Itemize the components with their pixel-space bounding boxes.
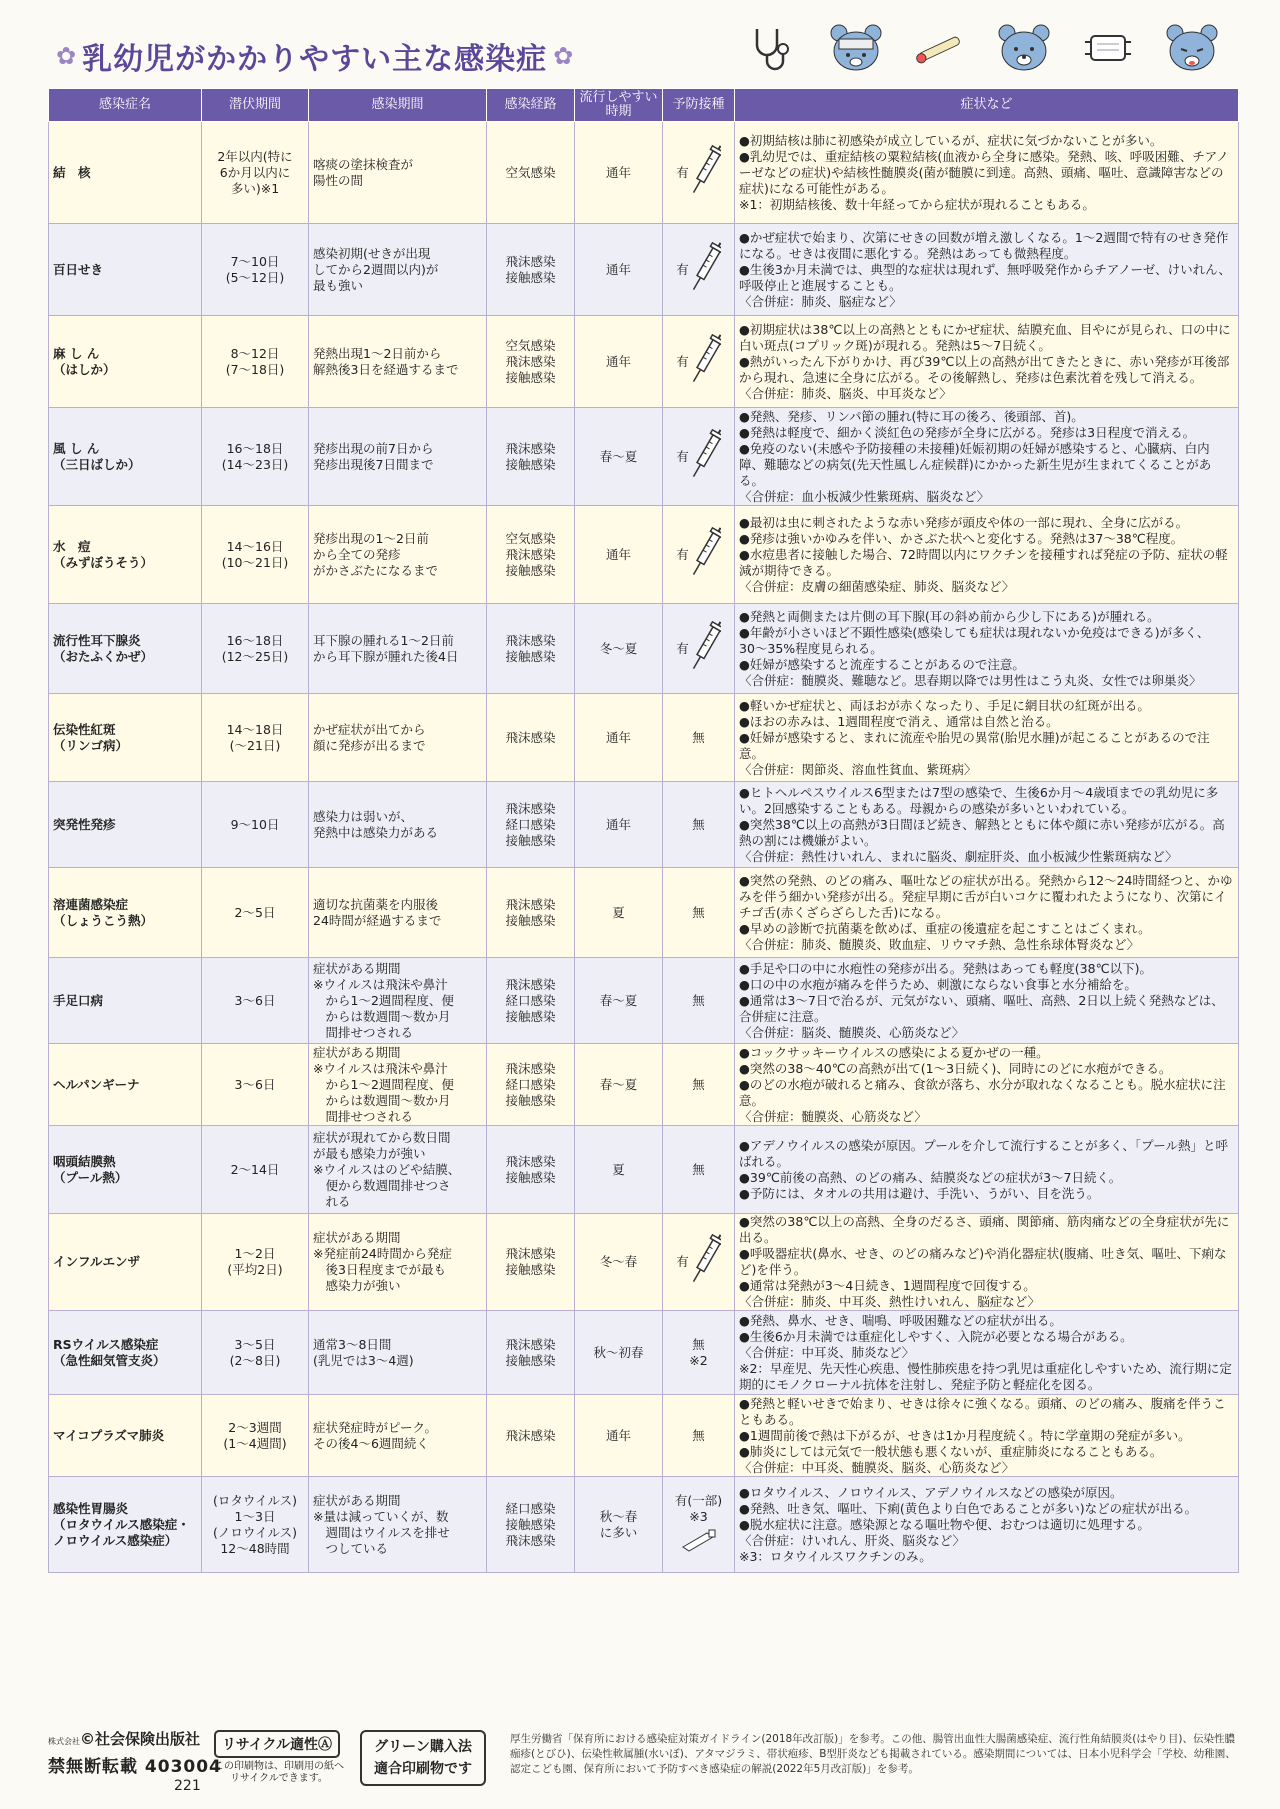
infection-route: 飛沫感染 経口感染 接触感染 [487, 958, 575, 1044]
incubation-period: 1〜2日 (平均2日) [202, 1214, 309, 1311]
vaccination-row [689, 1337, 707, 1369]
infection-period: 症状が現れてから数日間 が最も感染力が強い ※ウイルスはのどや結膜、 便から数週間排せつさ れる [309, 1126, 487, 1214]
table-body [49, 122, 1239, 1573]
vaccination-row [676, 239, 721, 301]
vaccination-wrap [667, 1428, 730, 1444]
vaccination-status: 有 [676, 353, 689, 369]
incubation-period: 3〜6日 [202, 1044, 309, 1126]
vaccination-row [675, 1493, 722, 1525]
incubation-period: 16〜18日 (14〜23日) [202, 408, 309, 506]
infection-period: 耳下腺の腫れる1〜2日前 から耳下腺が腫れた後4日 [309, 604, 487, 694]
vaccination-cell [663, 1477, 735, 1573]
recycle-mark [214, 1730, 344, 1792]
infection-route: 飛沫感染 接触感染 [487, 1214, 575, 1311]
disease-name: 百日せき [49, 224, 202, 316]
epidemic-season: 通年 [575, 506, 663, 604]
infection-period: 症状がある期間 ※ウイルスは飛沫や鼻汁 から1〜2週間程度、便 からは数週間〜数か月 間排せつされる [309, 1044, 487, 1126]
vaccination-cell [663, 506, 735, 604]
infection-route: 飛沫感染 接触感染 [487, 224, 575, 316]
disease-name: インフルエンザ [49, 1214, 202, 1311]
table-row [49, 316, 1239, 408]
header-illustrations [744, 20, 1220, 76]
symptoms: ●発熱と軽いせきで始まり、せきは徐々に強くなる。頭痛、のどの痛み、腹痛を伴うこともある。 ●1週間前後で熱は下がるが、せきは1か月程度続く。特に学童期の発症が多い。 ●肺炎にしては元気で一般状態も悪くないが、重症肺炎になることもある。 〈合併症：中耳炎、髄膜炎、脳炎、心筋炎など〉 [735, 1395, 1239, 1477]
bear-face-icon [828, 20, 884, 76]
symptoms: ●アデノウイルスの感染が原因。プールを介して流行することが多く、「プール熱」と呼ばれる。 ●39℃前後の高熱、のどの痛み、結膜炎などの症状が3〜7日続く。 ●予防には、タオルの共用は避け、手洗い、うがい、目を洗う。 [735, 1126, 1239, 1214]
epidemic-season: 秋〜初春 [575, 1311, 663, 1395]
oral-vaccine-icon [679, 1527, 719, 1557]
disease-name: 溶連菌感染症 （しょうこう熱） [49, 868, 202, 958]
incubation-period: 2〜14日 [202, 1126, 309, 1214]
infection-period: 感染力は弱いが、 発熱中は感染力がある [309, 782, 487, 868]
incubation-period: 14〜18日 (〜21日) [202, 694, 309, 782]
vaccination-cell [663, 316, 735, 408]
disease-name: 突発性発疹 [49, 782, 202, 868]
epidemic-season: 秋〜春 に多い [575, 1477, 663, 1573]
page-header [50, 20, 1240, 88]
disease-name: 水 痘 （みずぼうそう） [49, 506, 202, 604]
vaccination-cell [663, 1214, 735, 1311]
epidemic-season: 通年 [575, 224, 663, 316]
vaccination-status: 有 [676, 448, 689, 464]
infection-period: 発疹出現の1〜2日前 から全ての発疹 がかさぶたになるまで [309, 506, 487, 604]
disease-name: 感染性胃腸炎 （ロタウイルス感染症・ ノロウイルス感染症） [49, 1477, 202, 1573]
reference-note: 厚生労働省「保育所における感染症対策ガイドライン(2018年改訂版)」を参考。この他、腸管出血性大腸菌感染症、流行性角結膜炎(はやり目)、伝染性膿痂疹(とびひ)、伝染性軟属腫(水いぼ)、アタマジラミ、帯状疱疹、B型肝炎なども掲載されている。感染期間については、日本小児科学会「学校、幼稚園、認定こども園、保育所において予防すべき感染症の解説(2022年5月改訂版)」を参考。 [510, 1733, 1236, 1775]
infection-route: 飛沫感染 接触感染 [487, 604, 575, 694]
epidemic-season: 通年 [575, 782, 663, 868]
table-row [49, 694, 1239, 782]
table-row [49, 1126, 1239, 1214]
page-footer [48, 1728, 1238, 1798]
symptoms: ●初期結核は肺に初感染が成立しているが、症状に気づかないことが多い。 ●乳幼児では、重症結核の粟粒結核(血液から全身に感染。発熱、咳、呼吸困難、チアノーゼなどの症状)や結核性髄膜炎(菌が髄膜に到達。高熱、頭痛、嘔吐、意識障害などの症状)になる可能性がある。 ※1：初期結核後、数十年経ってから症状が現れることもある。 [735, 122, 1239, 224]
disease-name: 麻 し ん （はしか） [49, 316, 202, 408]
thermometer-icon [912, 20, 968, 76]
vaccination-wrap [667, 993, 730, 1009]
table-row [49, 506, 1239, 604]
incubation-period: 16〜18日 (12〜25日) [202, 604, 309, 694]
vaccination-status: 有 [676, 546, 689, 562]
vaccination-row [676, 1231, 721, 1293]
vaccination-cell [663, 604, 735, 694]
vaccination-row [676, 618, 721, 680]
infection-period: 発疹出現の前7日から 発疹出現後7日間まで [309, 408, 487, 506]
vaccination-status: 無 [692, 729, 705, 745]
publisher-prefix: 株式会社 [48, 1737, 80, 1746]
col-header: 感染期間 [309, 89, 487, 122]
incubation-period: 9〜10日 [202, 782, 309, 868]
symptoms: ●発熱、鼻水、せき、喘鳴、呼吸困難などの症状が出る。 ●生後6か月未満では重症化しやすく、入院が必要となる場合がある。 〈合併症：中耳炎、肺炎など〉 ※2：早産児、先天性心疾患、慢性肺疾患を持つ乳児は重症化しやすいため、流行期に定期的にモノクローナル抗体を注射し、発症予防と軽症化を図る。 [735, 1311, 1239, 1395]
vaccination-status: 有 [676, 1254, 689, 1269]
epidemic-season: 春〜夏 [575, 408, 663, 506]
infection-table [48, 88, 1239, 1573]
infection-route: 飛沫感染 接触感染 [487, 408, 575, 506]
epidemic-season: 通年 [575, 316, 663, 408]
epidemic-season: 通年 [575, 1395, 663, 1477]
table-row [49, 604, 1239, 694]
vaccination-cell [663, 122, 735, 224]
vaccination-status: 有 [676, 261, 689, 277]
syringe-icon [691, 142, 721, 204]
symptoms: ●最初は虫に刺されたような赤い発疹が頭皮や体の一部に現れ、全身に広がる。 ●発疹は強いかゆみを伴い、かさぶた状へと変化する。発熱は37〜38℃程度。 ●水痘患者に接触した場合、72時間以内にワクチンを接種すれば発症の予防、症状の軽減が期待できる。 〈合併症：皮膚の細菌感染症、肺炎、脳炎など〉 [735, 506, 1239, 604]
vaccination-wrap [667, 1337, 730, 1369]
infection-period: 通常3〜8日間 (乳児では3〜4週) [309, 1311, 487, 1395]
disease-name: RSウイルス感染症 （急性細気管支炎） [49, 1311, 202, 1395]
flower-decoration-icon: ✿ [56, 42, 77, 70]
epidemic-season: 春〜夏 [575, 1044, 663, 1126]
vaccination-row [676, 142, 721, 204]
vaccination-wrap [667, 426, 730, 488]
infection-period: 感染初期(せきが出現 してから2週間以内)が 最も強い [309, 224, 487, 316]
disease-name: 結 核 [49, 122, 202, 224]
copyright-ban: 禁無断転載 403004 [48, 1757, 222, 1777]
infection-period: 適切な抗菌薬を内服後 24時間が経過するまで [309, 868, 487, 958]
vaccination-cell [663, 408, 735, 506]
disease-name: 手足口病 [49, 958, 202, 1044]
incubation-period: 7〜10日 (5〜12日) [202, 224, 309, 316]
vaccination-status: 無 [692, 992, 705, 1008]
vaccination-cell [663, 782, 735, 868]
vaccination-status: 無 [692, 1076, 705, 1092]
vaccination-row [692, 817, 705, 833]
disease-name: 咽頭結膜熱 （プール熱） [49, 1126, 202, 1214]
epidemic-season: 冬〜夏 [575, 604, 663, 694]
vaccination-status: 無 ※2 [689, 1336, 708, 1368]
table-row [49, 122, 1239, 224]
syringe-icon [691, 524, 721, 586]
recycle-note: この印刷物は、印刷用の紙へ リサイクルできます。 [214, 1761, 344, 1784]
vaccination-cell [663, 694, 735, 782]
col-header: 予防接種 [663, 89, 735, 122]
vaccination-status: 有 [676, 164, 689, 180]
bear-face-icon [1164, 20, 1220, 76]
table-row [49, 958, 1239, 1044]
stethoscope-icon [744, 20, 800, 76]
mask-icon [1080, 20, 1136, 76]
symptoms: ●コックサッキーウイルスの感染による夏かぜの一種。 ●突然の38〜40℃の高熱が出て(1〜3日続く)、同時にのどに水疱ができる。 ●のどの水疱が破れると痛み、食欲が落ち、水分が取れなくなることも。脱水症状に注意。 〈合併症：髄膜炎、心筋炎など〉 [735, 1044, 1239, 1126]
infection-period: かぜ症状が出てから 顔に発疹が出るまで [309, 694, 487, 782]
table-row [49, 1311, 1239, 1395]
vaccination-wrap [667, 905, 730, 921]
infection-route: 飛沫感染 [487, 1395, 575, 1477]
symptoms: ●ヒトヘルペスウイルス6型または7型の感染で、生後6か月〜4歳頃までの乳幼児に多い。2回感染することもある。母親からの感染が多いといわれている。 ●突然38℃以上の高熱が3日間ほど続き、解熱とともに体や顔に赤い発疹が広がる。高熱の割には機嫌がよい。 〈合併症：熱性けいれん、まれに脳炎、劇症肝炎、血小板減少性紫斑病など〉 [735, 782, 1239, 868]
infection-route: 飛沫感染 接触感染 [487, 868, 575, 958]
symptoms: ●発熱と両側または片側の耳下腺(耳の斜め前から少し下にある)が腫れる。 ●年齢が小さいほど不顕性感染(感染しても症状は現れないか免疫はできる)が多く、30〜35%程度見られる。 ●妊婦が感染すると流産することがあるので注意。 〈合併症：髄膜炎、難聴など。思春期以降では男性はこう丸炎、女性では卵巣炎〉 [735, 604, 1239, 694]
symptoms: ●突然の38℃以上の高熱、全身のだるさ、頭痛、関節痛、筋肉痛などの全身症状が先に出る。 ●呼吸器症状(鼻水、せき、のどの痛みなど)や消化器症状(腹痛、吐き気、嘔吐、下痢など)を伴う。 ●通常は発熱が3〜4日続き、1週間程度で回復する。 〈合併症：肺炎、中耳炎、熱性けいれん、脳症など〉 [735, 1214, 1239, 1311]
col-header: 感染症名 [49, 89, 202, 122]
publisher-name: ©社会保険出版社 [80, 1730, 201, 1748]
vaccination-row [692, 730, 705, 746]
col-header: 症状など [735, 89, 1239, 122]
disease-name: 伝染性紅斑 （リンゴ病） [49, 694, 202, 782]
infection-route: 空気感染 飛沫感染 接触感染 [487, 506, 575, 604]
infection-route: 空気感染 飛沫感染 接触感染 [487, 316, 575, 408]
table-row [49, 1395, 1239, 1477]
syringe-icon [691, 1231, 721, 1293]
vaccination-cell [663, 1311, 735, 1395]
green-purchase-mark: グリーン購入法 適合印刷物です [360, 1730, 486, 1786]
vaccination-cell [663, 1126, 735, 1214]
epidemic-season: 通年 [575, 122, 663, 224]
disease-name: マイコプラズマ肺炎 [49, 1395, 202, 1477]
incubation-period: 3〜6日 [202, 958, 309, 1044]
col-header: 感染経路 [487, 89, 575, 122]
infection-route: 飛沫感染 接触感染 [487, 1126, 575, 1214]
vaccination-cell [663, 958, 735, 1044]
disease-name: ヘルパンギーナ [49, 1044, 202, 1126]
symptoms: ●発熱、発疹、リンパ節の腫れ(特に耳の後ろ、後頭部、首)。 ●発熱は軽度で、細かく淡紅色の発疹が全身に広がる。発疹は3日程度で消える。 ●免疫のない(未感や予防接種の未接種)妊娠初期の妊婦が感染すると、心臓病、白内障、難聴などの病気(先天性風しん症候群)にかかった新生児が生まれてくることがある。 〈合併症：血小板減少性紫斑病、脳炎など〉 [735, 408, 1239, 506]
infection-period: 症状がある期間 ※発症前24時間から発症 後3日程度までが最も 感染力が強い [309, 1214, 487, 1311]
vaccination-row [692, 905, 705, 921]
recycle-label: リサイクル適性Ⓐ [214, 1730, 340, 1758]
incubation-period: 14〜16日 (10〜21日) [202, 506, 309, 604]
epidemic-season: 夏 [575, 868, 663, 958]
vaccination-wrap [667, 1077, 730, 1093]
table-row [49, 408, 1239, 506]
vaccination-wrap [667, 618, 730, 680]
epidemic-season: 冬〜春 [575, 1214, 663, 1311]
incubation-period: 3〜5日 (2〜8日) [202, 1311, 309, 1395]
infection-route: 飛沫感染 経口感染 接触感染 [487, 782, 575, 868]
table-row [49, 782, 1239, 868]
syringe-icon [691, 426, 721, 488]
vaccination-row [676, 426, 721, 488]
infection-route: 空気感染 [487, 122, 575, 224]
table-row [49, 1214, 1239, 1311]
col-header: 潜伏期間 [202, 89, 309, 122]
vaccination-cell [663, 868, 735, 958]
vaccination-wrap [667, 817, 730, 833]
vaccination-row [692, 1162, 705, 1178]
infection-period: 症状発症時がピーク。 その後4〜6週間続く [309, 1395, 487, 1477]
symptoms: ●手足や口の中に水疱性の発疹が出る。発熱はあっても軽度(38℃以下)。 ●口の中の水疱が痛みを伴うため、刺激にならない食事と水分補給を。 ●通常は3〜7日で治るが、元気がない、頭痛、嘔吐、高熱、2日以上続く発熱などは、合併症に注意。 〈合併症：脳炎、髄膜炎、心筋炎など〉 [735, 958, 1239, 1044]
incubation-period: 2〜3週間 (1〜4週間) [202, 1395, 309, 1477]
infection-period: 喀痰の塗抹検査が 陽性の間 [309, 122, 487, 224]
vaccination-cell [663, 1044, 735, 1126]
vaccination-wrap [667, 1162, 730, 1178]
title-wrap [50, 34, 579, 78]
vaccination-row [676, 331, 721, 393]
col-header: 流行しやすい時期 [575, 89, 663, 122]
vaccination-wrap [667, 239, 730, 301]
table-header-row [49, 89, 1239, 122]
symptoms: ●初期症状は38℃以上の高熱とともにかぜ症状、結膜充血、目やにが見られ、口の中に白い斑点(コプリック斑)が現れる。発熱は5〜7日続く。 ●熱がいったん下がりかけ、再び39℃以上の高熱が出てきたときに、赤い発疹が耳後部から現れ、急速に全身に広がる。その後解熱し、発疹は色素沈着を残して消える。 〈合併症：肺炎、脳炎、中耳炎など〉 [735, 316, 1239, 408]
symptoms: ●ロタウイルス、ノロウイルス、アデノウイルスなどの感染が原因。 ●発熱、吐き気、嘔吐、下痢(黄色より白色であることが多い)などの症状が出る。 ●脱水症状に注意。感染源となる嘔吐物や便、おむつは適切に処理する。 〈合併症：けいれん、肝炎、脳炎など〉 ※3：ロタウイルスワクチンのみ。 [735, 1477, 1239, 1573]
publisher [48, 1728, 200, 1749]
vaccination-status: 有(一部) ※3 [674, 1492, 723, 1524]
vaccination-wrap [667, 331, 730, 393]
page-number: 221 [174, 1778, 201, 1794]
vaccination-wrap [667, 1493, 730, 1557]
infection-period: 症状がある期間 ※量は減っていくが、数 週間はウイルスを排せ つしている [309, 1477, 487, 1573]
incubation-period: (ロタウイルス) 1〜3日 (ノロウイルス) 12〜48時間 [202, 1477, 309, 1573]
incubation-period: 2〜5日 [202, 868, 309, 958]
vaccination-wrap [667, 524, 730, 586]
page-title: 乳幼児がかかりやすい主な感染症 [82, 42, 548, 77]
vaccination-status: 無 [692, 1427, 705, 1443]
infection-route: 経口感染 接触感染 飛沫感染 [487, 1477, 575, 1573]
infection-period: 発熱出現1〜2日前から 解熱後3日を経過するまで [309, 316, 487, 408]
epidemic-season: 夏 [575, 1126, 663, 1214]
vaccination-status: 無 [692, 816, 705, 832]
vaccination-row [692, 993, 705, 1009]
epidemic-season: 春〜夏 [575, 958, 663, 1044]
symptoms: ●かぜ症状で始まり、次第にせきの回数が増え激しくなる。1〜2週間で特有のせき発作になる。せきは夜間に悪化する。発熱はあっても微熱程度。 ●生後3か月未満では、典型的な症状は現れず、無呼吸発作からチアノーゼ、けいれん、呼吸停止と進展することも。 〈合併症：肺炎、脳症など〉 [735, 224, 1239, 316]
vaccination-row [692, 1077, 705, 1093]
vaccination-status: 無 [692, 1161, 705, 1177]
vaccination-cell [663, 1395, 735, 1477]
syringe-icon [691, 331, 721, 393]
vaccination-wrap [667, 730, 730, 746]
infection-route: 飛沫感染 接触感染 [487, 1311, 575, 1395]
bear-face-icon [996, 20, 1052, 76]
incubation-period: 8〜12日 (7〜18日) [202, 316, 309, 408]
vaccination-wrap [667, 142, 730, 204]
flower-decoration-icon: ✿ [553, 42, 574, 70]
symptoms: ●突然の発熱、のどの痛み、嘔吐などの症状が出る。発熱から12〜24時間経つと、かゆみを伴う細かい発疹が出る。発症早期に舌が白いコケに覆われたようになり、次第にイチゴ舌(赤くざらざらした舌)になる。 ●早めの診断で抗菌薬を飲めば、重症の後遺症を起こすことはごくまれ。 〈合併症：肺炎、髄膜炎、敗血症、リウマチ熱、急性糸球体腎炎など〉 [735, 868, 1239, 958]
disease-name: 流行性耳下腺炎 （おたふくかぜ） [49, 604, 202, 694]
syringe-icon [691, 239, 721, 301]
symptoms: ●軽いかぜ症状と、両ほおが赤くなったり、手足に網目状の紅斑が出る。 ●ほおの赤みは、1週間程度で消え、通常は自然と治る。 ●妊婦が感染すると、まれに流産や胎児の異常(胎児水腫)が起こることがあるので注意。 〈合併症：関節炎、溶血性貧血、紫斑病〉 [735, 694, 1239, 782]
vaccination-row [692, 1428, 705, 1444]
table-row [49, 224, 1239, 316]
disease-name: 風 し ん （三日ばしか） [49, 408, 202, 506]
vaccination-status: 無 [692, 904, 705, 920]
vaccination-status: 有 [676, 640, 689, 656]
vaccination-wrap [667, 1231, 730, 1293]
incubation-period: 2年以内(特に 6か月以内に 多い)※1 [202, 122, 309, 224]
table-row [49, 1044, 1239, 1126]
infection-route: 飛沫感染 [487, 694, 575, 782]
epidemic-season: 通年 [575, 694, 663, 782]
infection-period: 症状がある期間 ※ウイルスは飛沫や鼻汁 から1〜2週間程度、便 からは数週間〜数か月 間排せつされる [309, 958, 487, 1044]
table-row [49, 868, 1239, 958]
infection-route: 飛沫感染 経口感染 接触感染 [487, 1044, 575, 1126]
vaccination-cell [663, 224, 735, 316]
table-row [49, 1477, 1239, 1573]
syringe-icon [691, 618, 721, 680]
vaccination-row [676, 524, 721, 586]
